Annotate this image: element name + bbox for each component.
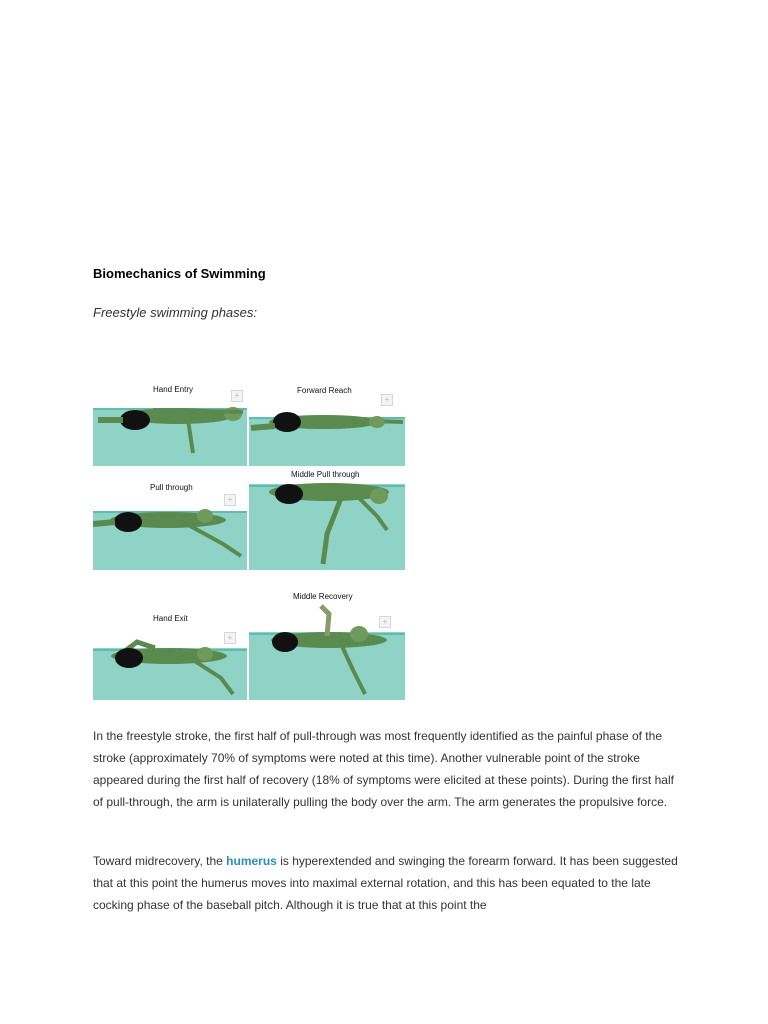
panel-pull-through — [93, 468, 247, 570]
middle-recovery-illustration — [249, 590, 405, 700]
panel-hand-entry — [93, 378, 247, 466]
paragraph-text: is hyperextended and swinging the forearm forward. It has been suggested that at this point the humerus moves into maximal external rotation, and this has been equated to the late cocking phase of the baseball pitch. Although it is true that at this point the — [93, 854, 678, 912]
panel-label: Middle Recovery — [293, 592, 353, 601]
document-subtitle: Freestyle swimming phases: — [93, 305, 257, 320]
panel-forward-reach — [249, 378, 405, 466]
panel-label: Forward Reach — [297, 386, 352, 395]
middle-pull-through-illustration — [249, 468, 405, 570]
swimming-phases-figure — [93, 378, 405, 700]
plus-icon: + — [224, 632, 236, 644]
panel-label: Hand Exit — [153, 614, 188, 623]
panel-middle-recovery — [249, 590, 405, 700]
document-title: Biomechanics of Swimming — [93, 266, 266, 281]
panel-label: Hand Entry — [153, 385, 194, 394]
plus-icon: + — [381, 394, 393, 406]
panel-label: Pull through — [150, 483, 193, 492]
plus-icon: + — [224, 494, 236, 506]
humerus-link[interactable]: humerus — [226, 854, 277, 868]
panel-middle-pull-through — [249, 468, 405, 570]
panel-hand-exit — [93, 604, 247, 700]
paragraph-text: Toward midrecovery, the — [93, 854, 227, 868]
panel-label: Middle Pull through — [291, 470, 360, 479]
paragraph-freestyle-stroke: In the freestyle stroke, the first half of pull-through was most frequently identified as the painful phase of the stroke (approximately 70% of symptoms were noted at this time). Another vulnerable point of the stroke appeared during the first half of recovery (18% of symptoms were elicited at these points). During the first half of pull-through, the arm is unilaterally pulling the body over the arm. The arm generates the propulsive force. — [93, 729, 674, 809]
plus-icon: + — [231, 390, 243, 402]
plus-icon: + — [379, 616, 391, 628]
paragraph-midrecovery — [93, 850, 683, 916]
